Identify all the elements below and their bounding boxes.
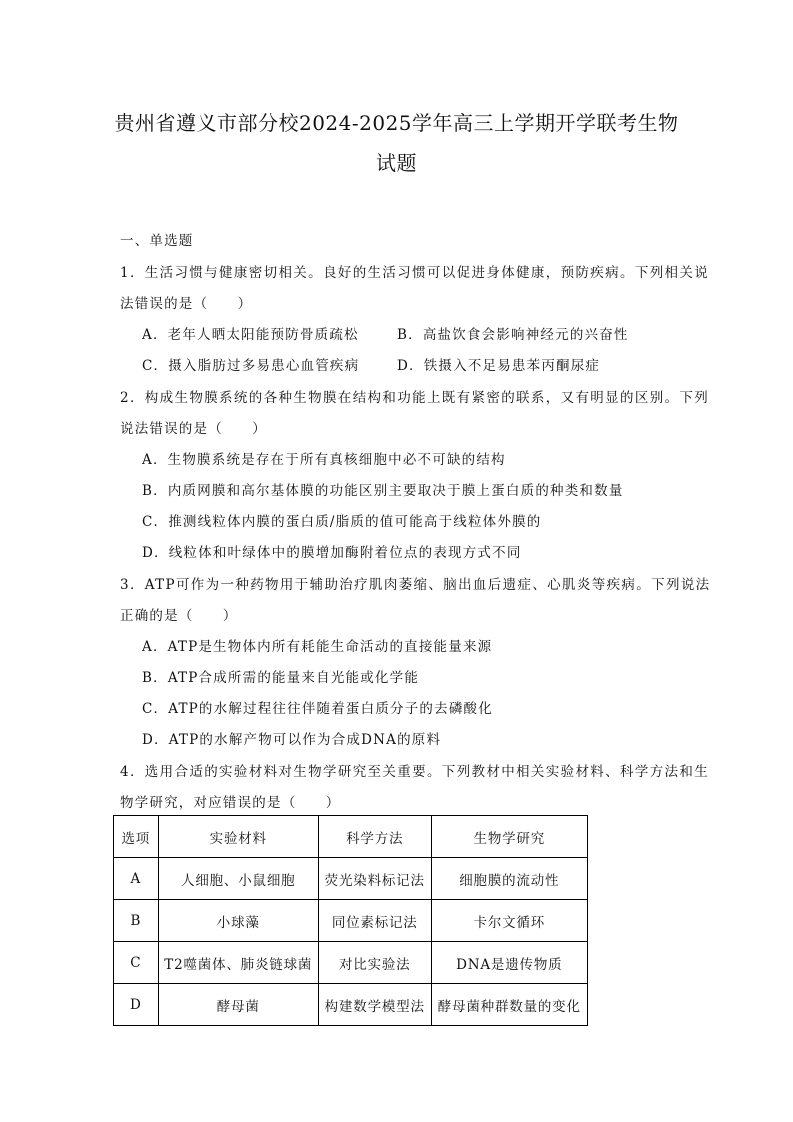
section-heading: 一、单选题 <box>120 233 194 249</box>
table-cell: 荧光染料标记法 <box>318 858 431 900</box>
table-cell: T2噬菌体、肺炎链球菌 <box>158 942 318 984</box>
q1-option-d: D．铁摄入不足易患苯丙酮尿症 <box>397 358 601 374</box>
q2-option-a: A．生物膜系统是存在于所有真核细胞中必不可缺的结构 <box>142 452 506 468</box>
q1-stem-line-1: 1．生活习惯与健康密切相关。良好的生活习惯可以促进身体健康，预防疾病。下列相关说 <box>120 265 710 281</box>
table-cell: B <box>114 900 159 942</box>
q2-stem-line-1: 2．构成生物膜系统的各种生物膜在结构和功能上既有紧密的联系，又有明显的区别。下列 <box>120 390 710 406</box>
table-cell: 对比实验法 <box>318 942 431 984</box>
table-cell: D <box>114 984 159 1026</box>
table-row <box>114 900 588 942</box>
q1-option-b: B．高盐饮食会影响神经元的兴奋性 <box>397 327 629 343</box>
q2-option-d: D．线粒体和叶绿体中的膜增加酶附着位点的表现方式不同 <box>142 545 522 561</box>
table-cell: C <box>114 942 159 984</box>
q1-option-a: A．老年人晒太阳能预防骨质疏松 <box>142 327 359 343</box>
q4-stem-line-2: 物学研究，对应错误的是（ ） <box>120 795 341 811</box>
q2-stem-line-2: 说法错误的是（ ） <box>120 421 267 437</box>
page-title: 贵州省遵义市部分校2024-2025学年高三上学期开学联考生物试题 <box>114 111 679 175</box>
table-row <box>114 984 588 1026</box>
q1-stem-line-2: 法错误的是（ ） <box>120 296 253 312</box>
table-cell: 同位素标记法 <box>318 900 431 942</box>
table-cell: 卡尔文循环 <box>431 900 587 942</box>
q4-table <box>113 815 588 1026</box>
q2-option-c: C．推测线粒体内膜的蛋白质/脂质的值可能高于线粒体外膜的 <box>142 514 542 530</box>
table-cell: 小球藻 <box>158 900 318 942</box>
header-cell-material: 实验材料 <box>158 816 318 858</box>
q2-option-b: B．内质网膜和高尔基体膜的功能区别主要取决于膜上蛋白质的种类和数量 <box>142 483 624 499</box>
table-row <box>114 942 588 984</box>
table-row <box>114 858 588 900</box>
q3-stem-line-2: 正确的是（ ） <box>120 608 238 624</box>
q1-option-c: C．摄入脂肪过多易患心血管疾病 <box>142 358 360 374</box>
q3-option-a: A．ATP是生物体内所有耗能生命活动的直接能量来源 <box>142 639 493 655</box>
table-cell: 构建数学模型法 <box>318 984 431 1026</box>
header-cell-method: 科学方法 <box>318 816 431 858</box>
q3-option-d: D．ATP的水解产物可以作为合成DNA的原料 <box>142 732 442 748</box>
q3-option-b: B．ATP合成所需的能量来自光能或化学能 <box>142 670 420 686</box>
table-cell: DNA是遗传物质 <box>431 942 587 984</box>
q3-option-c: C．ATP的水解过程往往伴随着蛋白质分子的去磷酸化 <box>142 701 493 717</box>
table-cell: A <box>114 858 159 900</box>
table-cell: 细胞膜的流动性 <box>431 858 587 900</box>
table-cell: 酵母菌 <box>158 984 318 1026</box>
q3-stem-line-1: 3．ATP可作为一种药物用于辅助治疗肌肉萎缩、脑出血后遗症、心肌炎等疾病。下列说法 <box>120 577 711 593</box>
header-cell-option: 选项 <box>114 816 159 858</box>
header-cell-research: 生物学研究 <box>431 816 587 858</box>
q4-stem-line-1: 4．选用合适的实验材料对生物学研究至关重要。下列教材中相关实验材料、科学方法和生 <box>120 764 710 780</box>
table-cell: 人细胞、小鼠细胞 <box>158 858 318 900</box>
table-cell: 酵母菌种群数量的变化 <box>431 984 587 1026</box>
table-header-row <box>114 816 588 858</box>
